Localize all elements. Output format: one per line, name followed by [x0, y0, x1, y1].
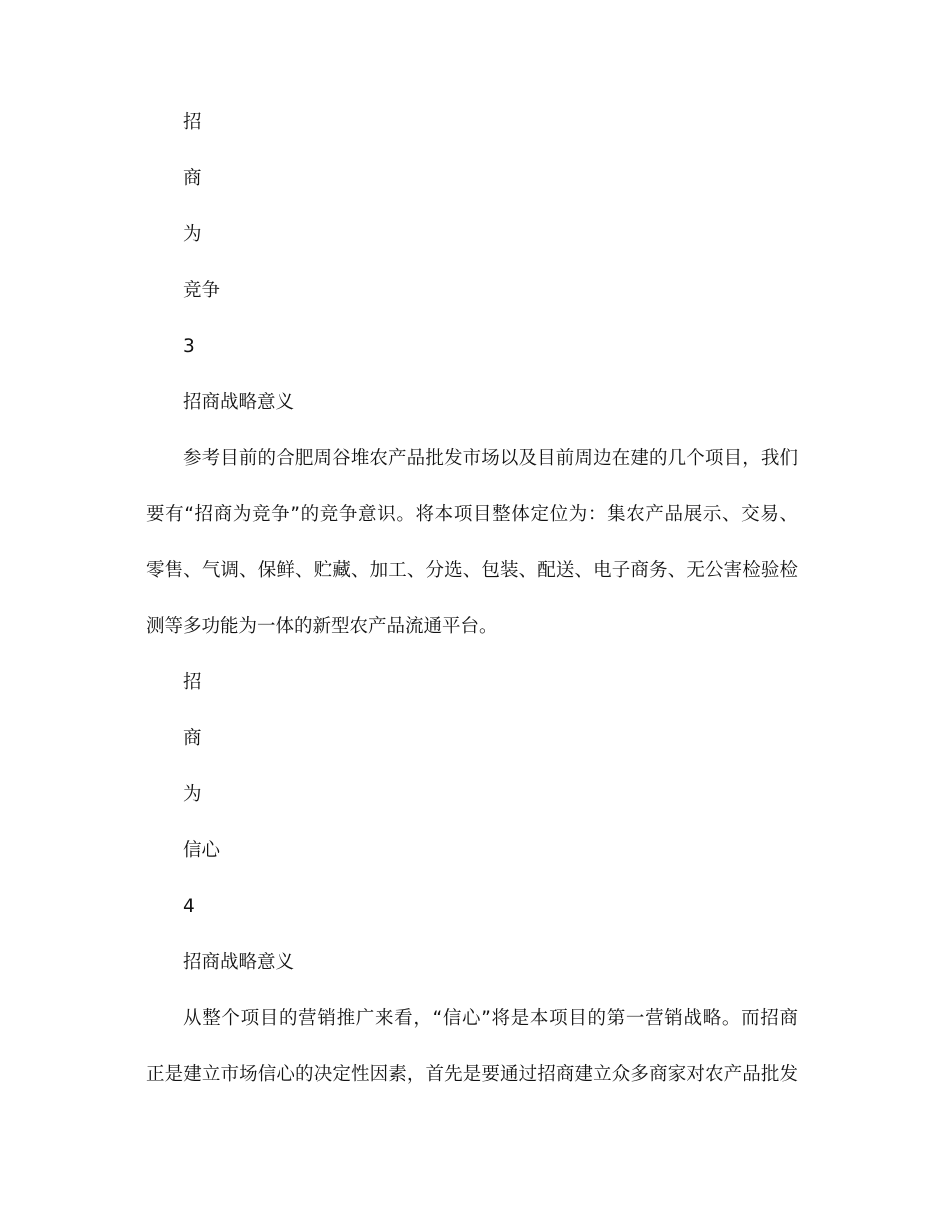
section1-title-char-3: 为 — [183, 224, 202, 245]
section1-title-char-2: 商 — [183, 168, 202, 189]
section1-paragraph-line: 测等多功能为一体的新型农产品流通平台。 — [146, 616, 498, 637]
section2-paragraph-line: 正是建立市场信心的决定性因素，首先是要通过招商建立众多商家对农产品批发 — [146, 1064, 798, 1085]
section2-title-char-4: 信心 — [183, 840, 221, 861]
section1-title-char-4: 竞争 — [183, 280, 221, 301]
document-body — [146, 109, 806, 1117]
section1-paragraph-line: 参考目前的合肥周谷堆农产品批发市场以及目前周边在建的几个项目，我们 — [183, 448, 798, 469]
section2-paragraph-line: 从整个项目的营销推广来看，“信心”将是本项目的第一营销战略。而招商 — [183, 1008, 798, 1029]
section1-heading: 招商战略意义 — [183, 392, 295, 413]
section1-number: 3 — [183, 336, 195, 357]
section2-title-char-3: 为 — [183, 784, 202, 805]
section2-heading: 招商战略意义 — [183, 952, 295, 973]
section1-paragraph-line: 零售、气调、保鲜、贮藏、加工、分选、包装、配送、电子商务、无公害检验检 — [146, 560, 798, 581]
section2-number: 4 — [183, 896, 195, 917]
section1-title-char-1: 招 — [183, 112, 202, 133]
section2-title-char-1: 招 — [183, 672, 202, 693]
section1-paragraph-line: 要有“招商为竞争”的竞争意识。将本项目整体定位为：集农产品展示、交易、 — [146, 504, 798, 525]
section2-title-char-2: 商 — [183, 728, 202, 749]
